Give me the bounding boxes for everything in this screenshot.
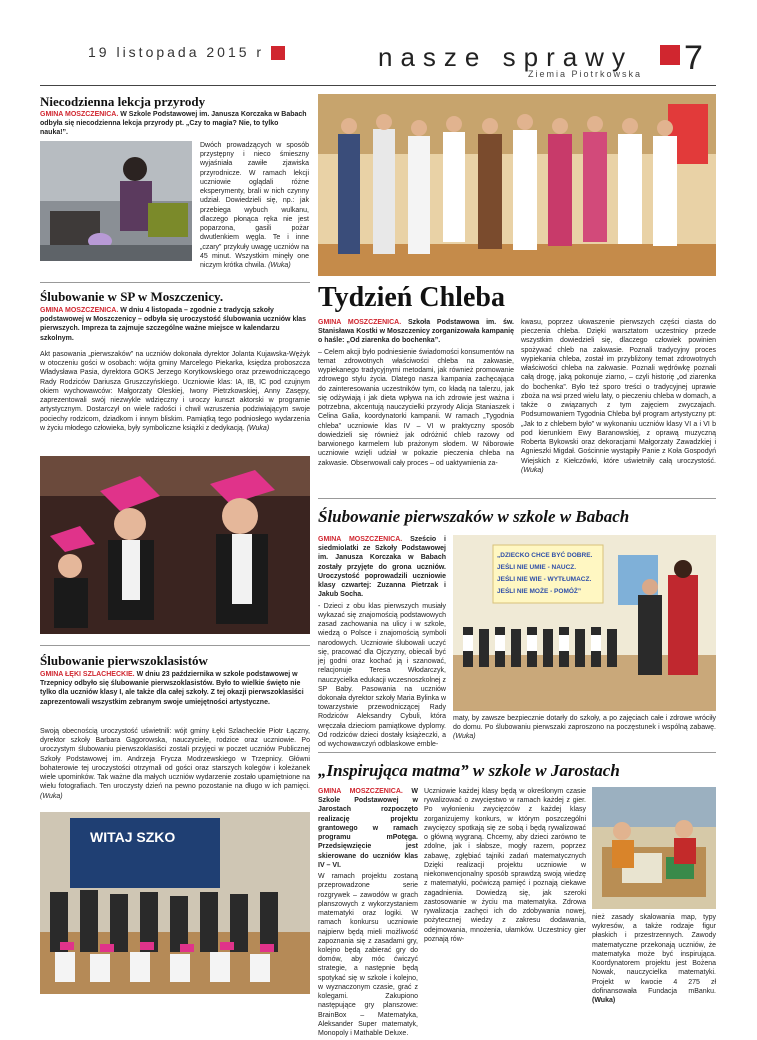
divider	[318, 498, 716, 499]
article-lead: GMINA ŁĘKI SZLACHECKIE. W dniu 23 października w szkole podstawowej w Trzepnicy odbyło się ślubowanie pierwszoklasistów. Było to wielkie święto nie tylko dla uczniów klasy I, ale także dla całej szkoły. Z tej okazji pierwszoklasiści zaprezentowali wszystkim zebranym swoje umiejętności artystyczne.	[40, 671, 304, 706]
divider	[318, 752, 716, 753]
article-title: Tydzień Chleba	[318, 282, 505, 313]
poster-line: JEŚLI NIE UMIE - NAUCZ.	[497, 564, 577, 571]
photo-pledge-ceremony	[40, 456, 310, 634]
article-title: Ślubowanie pierwszaków w szkole w Babach	[318, 507, 630, 526]
article-title: Ślubowanie w SP w Moszczenicy.	[40, 289, 224, 304]
divider	[40, 282, 310, 283]
article-title: Ślubowanie pierwszoklasistów	[40, 653, 208, 668]
photo-science-lesson	[40, 141, 192, 261]
page-number: 7	[684, 39, 703, 77]
photo-bread-week	[318, 94, 716, 276]
article-body-tail: maty, by zawsze bezpiecznie dotarły do szkoły, a po zajęciach całe i zdrowe wróciły do domu. Po ślubowaniu pierwszaki zaproszono na poczęstunek i wspólną zabawę. (Wuka)	[453, 715, 716, 741]
article-title: „Inspirująca matma” w szkole w Jarostach	[318, 761, 620, 780]
issue-date: 19 listopada 2015 r	[88, 43, 285, 61]
newspaper-subtitle: Ziemia Piotrkowska	[528, 69, 643, 79]
newspaper-title: nasze sprawy	[378, 42, 633, 72]
article-lead-and-body: GMINA MOSZCZENICA. Szkoła Podstawowa im. św. Stanisława Kostki w Moszczenicy zorganizowała kampanię o haśle: „Od ziarenka do bochenka”. – Celem akcji było podniesienie świadomości konsumentów na temat zdrowotnych właściwości chleba na zakwasie, wypiekanego tradycyjnymi metodami, jak również promowanie zdrowego stylu życia. Dlatego nasza kampania zachęcająca do zainteresowania uczestników tym, co kładą na talerzu, jak się odżywiają i jak dieta wpływa na ich zdrowie jest ważna i potrzebna, akcentują nauczycielki przyrody Alicja Staniaszek i Celina Galia, koordynatorki kampanii. W ramach „Tygodnia chleba” uczniowie klas IV – VI w praktyczny sposób dowiedzieli się również jak odróżnić chleb razowy od barwionego karmelem lub prażonym słodem. W Niborowie uczniowie wzięli udział w pokazie pieczenia chleba na zakwasie. Obserwowali cały proces – od uaktywnienia za-	[318, 319, 515, 467]
article-lead-and-body: GMINA MOSZCZENICA. Sześcio i siedmiolatki ze Szkoły Podstawowej im. Janusza Korczaka w Babach zostały przyjęte do grona uczniów. Uroczystość poprowadzili uczniowie klasy czwartej: Zuzanna Pietrzak i Jakub Socha. - Dzieci z obu klas pierwszych musiały wykazać się znajomością podstawowych zasad zachowania na ulicy i w szkole, wiedzą o Polsce i znajomością symboli narodowych. Uczniowie ślubowali uczyć się, pracować dla Ojczyzny, obiecali być jej godni oraz kochać ją i szanować, relacjonuje Teresa Włodarczyk, nauczycielka edukacji wczesnoszkolnej z SP Baby. Pasowania na uczniów dokonała dyrektor szkoły Maria Bylinka w towarzystwie przewodniczącej Rady Rodziców Aleksandry Cybuli, która wręczała dzieciom pamiątkowe dyplomy. Od rodziców dzieci dostały książeczki, a od wychowawczyń odblaskowe emble-	[318, 536, 446, 749]
article-title: Niecodzienna lekcja przyrody	[40, 94, 206, 109]
photo-pledge-babach	[453, 535, 716, 711]
poster-line: JEŚLI NIE WIE - WYTŁUMACZ.	[497, 576, 592, 583]
article-body: kwasu, poprzez ukwaszenie pierwszych części ciasta do pieczenia chleba. Dzięki warsztatom uczestnicy przede wszystkim dowiedzieli się, dlaczego człowiek powinien spożywać chleb na zakwasie. Poznali tradycyjny proces wypiekania chleba, został im przybliżony temat zdrowotnych właściwości chleba na zakwasie. Poznali wędrówkę poznali całą drogę, jaką pokonuje ziarno, – czyli historię „od ziarenka do bochenka”. Było też sporo treści o tradycyjnej uprawie zboża na wsi przed wielu laty, o pieczeniu chleba w domach, a także o związanych z tym zajęciem zwyczajach. Podsumowaniem Tygodnia Chleba był program artystyczny pt: „Jak to z chlebem było” w wykonaniu uczniów klasy VI a i VI b pod kierunkiem Ewy Baranowskiej, z oprawą muzyczną Roberta Bykowski oraz dekoracjami Małgorzaty Zawadzkiej i Agnieszki Migdał. Gościnnie wystąpiły Panie z Koła Gospodyń Wiejskich z Kiełczówki, które uświetniły całą uroczystość. (Wuka)	[521, 319, 716, 474]
article-body: Akt pasowania „pierwszaków” na uczniów dokonała dyrektor Jolanta Kujawska-Wężyk w otoczeniu gości w osobach: wójta gminy Marcelego Piekarka, księdza proboszcza Władysława Pasia, dyrektora GOKS Jerzego Korytkowskiego oraz przewodniczącego Rady Rodziców Dariusza Gruszczyńskiego. Uczniowie klas: IA, IB, IC pod czujnym okiem wychowawców: Małgorzaty Oleskiej, Iwony Pietrzkowskiej, Anny Zasępy, zaprezentowali swój niezwykle wdzięczny i uroczy kunszt aktorski w programie artystycznym. Dostarczył on wiele radości i chwil wzruszenia podziwiającym swoje pociechy rodzicom, dziadkom i innym bliskim. Pamiątką tego podniosłego wydarzenia w życiu młodego człowieka, były symboliczne książki z dedykacją. (Wuka)	[40, 351, 310, 432]
article-body: Swoją obecnością uroczystość uświetnili: wójt gminy Łęki Szlacheckie Piotr Łączny, dyrektor szkoły Barbara Gągorowska, nauczyciele, rodzice oraz uczniowie. Po uroczystym ślubowaniu pierwszoklasiści zostali przyjęci w poczet uczniów Publicznej Szkoły Podstawowej im. Andrzeja Frycza Modrzewskiego w Trzepnicy. Główni bohaterowie tej uroczystości otrzymali od gości oraz starszych kolegów i koleżanek wiele upominków. Tak ważne dla małych uczniów wydarzenie zostało upamiętnione na wielu fotografiach. Ten uroczysty dzień na pewno pozostanie na długo w ich pamięci. (Wuka)	[40, 728, 310, 800]
poster-line: „DZIECKO CHCE BYĆ DOBRE.	[497, 552, 593, 559]
brand-logo-icon	[660, 45, 680, 65]
article-lead: GMINA MOSZCZENICA. W dniu 4 listopada – zgodnie z tradycją szkoły podstawowej w Moszczenicy – odbyła się uroczystość ślubowania uczniów klas pierwszych. Impreza ta zajmuje szczególne ważne miejsce w kalendarzu szkolnym.	[40, 307, 307, 342]
divider	[40, 645, 310, 646]
banner-text: WITAJ SZKO	[90, 829, 176, 845]
article-lead-and-body: GMINA MOSZCZENICA. W Szkole Podstawowej w Jarostach rozpoczęto realizację projektu grantowego w ramach programu mPotęga. Przedsięwzięcie jest skierowane do uczniów klas IV – VI. W ramach projektu zostaną przeprowadzone serie rozgrywek – zawodów w grach planszowych z wykorzystaniem matematyki oraz logiki. W ramach konkursu uczniowie najpierw będą mieli możliwość zapoznania się z zasadami gry, kolejno będą zabierać gry do domów, aby móc ćwiczyć strategie, a następnie będą spotykać się w szkole i kolejno, w wyznaczonym czasie, grać z kolegami. Zakupiono następujące gry planszowe: BrainBox – Matematyka, Aleksander Super matematyk, Monopoly i Mathable Deluxe.	[318, 788, 418, 1038]
article-body-end: nież zasady skalowania map, typy wykresów, a także rodzaje figur płaskich i przestrzennych. Zawody matematyczne przekonają uczniów, że matematyka może być inspirująca. Koordynatorem projektu jest Bożena Nowak, nauczycielka matematyki. Projekt w kwocie 4 275 zł dofinansowała Fundacja mBanku. (Wuka)	[592, 914, 716, 1005]
header-rule	[40, 85, 716, 86]
photo-math-games	[592, 787, 716, 909]
brand-logo-icon	[271, 46, 285, 60]
photo-first-graders	[40, 812, 310, 994]
article-body: Dwóch prowadzących w sposób przystępny i nieco śmieszny wyjaśniała zawiłe zjawiska przyrodnicze. W ramach lekcji uczniowie oglądali różne eksperymenty, brali w nich czynny udział. Dowiedzieli się, np.: jak przebiega wybuch wulkanu, dlaczego płonąca ręka nie jest poparzona, gasili pożar dwutlenkiem węgla. Te i inne „czary” przykuły uwagę uczniów na 45 minut. Wszystkim minęły one niczym krótka chwila. (Wuka)	[200, 142, 309, 270]
poster-line: JEŚLI NIE MOŻE - POMÓŻ”	[497, 588, 582, 595]
article-body: Uczniowie każdej klasy będą w określonym czasie rywalizować o zwycięstwo w ramach każdej z gier. Po wyłonieniu zwycięzców z każdej klasy zorganizujemy konkurs, w którym poszczególni zwycięzcy spotkają się ze sobą i będą rywalizować o główną wygraną. Chcemy, aby dzieci zarówno te zdolne, jak i słabsze, mogły razem, poprzez zabawę, zgłębiać tajniki zadań matematycznych Dzięki realizacji projektu uczniowie w niekonwencjonalny sposób sprawdzą swoją wiedzę z matematyki, poćwiczą pamięć i poznają ciekawe zagadnienia. Dowiedzą się, jak szeroki zastosowanie w życiu ma matematyka. Zdrowa rywalizacja zachęci ich do zdobywania nowej, pożytecznej wiedzy z zakresu dodawania, odejmowania, mnożenia, ułamków. Uczestnicy gier poznają rów-	[424, 788, 586, 943]
article-lead: GMINA MOSZCZENICA. W Szkole Podstawowej im. Janusza Korczaka w Babach odbyła się niecodzienna lekcja przyrody pt. „Czy to magia? Nie, to tylko nauka!”.	[40, 111, 307, 137]
